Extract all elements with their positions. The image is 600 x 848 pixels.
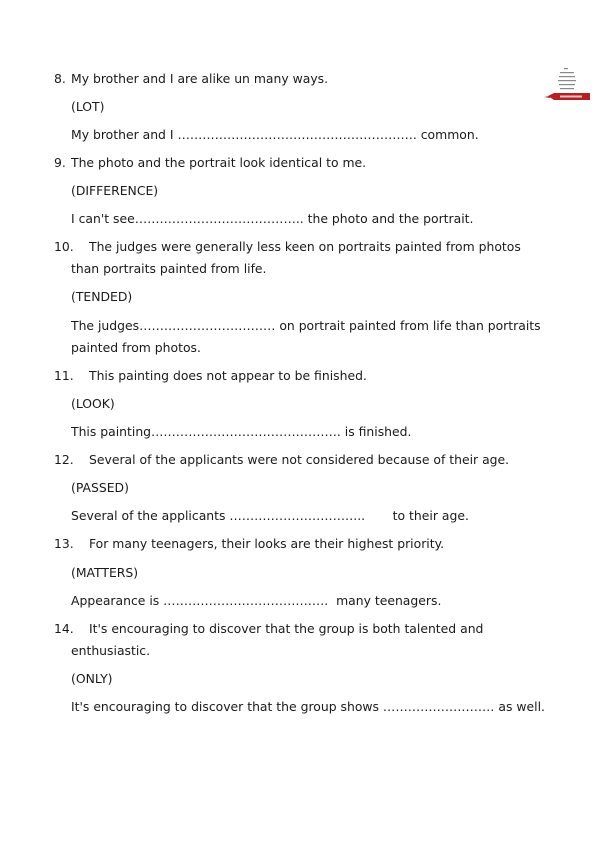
- item-13-number: 13.: [54, 536, 74, 551]
- item-9-number: 9.: [54, 155, 66, 170]
- item-13-keyword: (MATTERS): [71, 565, 139, 580]
- item-8-sentence: My brother and I are alike un many ways.: [71, 71, 329, 86]
- item-10-answer-line: The judges…………………………… on portrait painted from life than portraits: [71, 318, 541, 333]
- watermark-logo-icon: [544, 66, 592, 106]
- item-13-answer-line: Appearance is …………………………………. many teenagers.: [71, 593, 442, 608]
- item-11-keyword: (LOOK): [71, 396, 115, 411]
- item-10-number: 10.: [54, 239, 74, 254]
- item-14-keyword: (ONLY): [71, 671, 113, 686]
- item-13-sentence: For many teenagers, their looks are their highest priority.: [89, 536, 445, 551]
- item-8-answer-line: My brother and I …………………………………………………. common.: [71, 127, 479, 142]
- item-11-sentence: This painting does not appear to be finished.: [89, 368, 367, 383]
- item-9-keyword: (DIFFERENCE): [71, 183, 159, 198]
- item-8-keyword: (LOT): [71, 99, 105, 114]
- item-9-answer-line: I can't see………………………………….. the photo and the portrait.: [71, 211, 474, 226]
- item-12-sentence: Several of the applicants were not considered because of their age.: [89, 452, 510, 467]
- item-14-sentence-cont: enthusiastic.: [71, 643, 151, 658]
- item-11-number: 11.: [54, 368, 74, 383]
- item-10-answer-line-cont: painted from photos.: [71, 340, 201, 355]
- item-14-answer-line: It's encouraging to discover that the group shows ……………………… as well.: [71, 699, 545, 714]
- item-12-keyword: (PASSED): [71, 480, 129, 495]
- item-8-number: 8.: [54, 71, 66, 86]
- item-10-sentence: The judges were generally less keen on portraits painted from photos: [89, 239, 521, 254]
- item-9-sentence: The photo and the portrait look identical to me.: [71, 155, 367, 170]
- item-10-keyword: (TENDED): [71, 289, 133, 304]
- item-12-answer-line: Several of the applicants …………………………... to their age.: [71, 508, 469, 523]
- item-11-answer-line: This painting………………………………………. is finished.: [71, 424, 412, 439]
- item-10-sentence-cont: than portraits painted from life.: [71, 261, 267, 276]
- item-14-sentence: It's encouraging to discover that the group is both talented and: [89, 621, 484, 636]
- item-12-number: 12.: [54, 452, 74, 467]
- item-14-number: 14.: [54, 621, 74, 636]
